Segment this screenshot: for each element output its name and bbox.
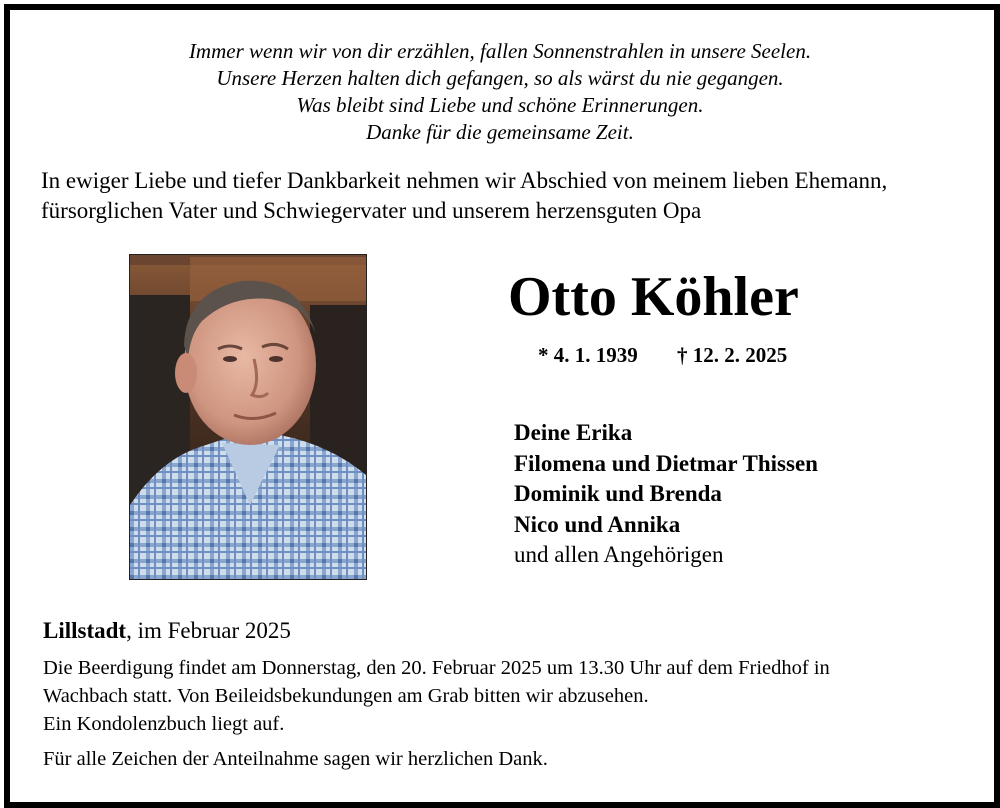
deceased-name: Otto Köhler	[508, 266, 799, 328]
details-line: Wachbach statt. Von Beileidsbekundungen am Grab bitten wir abzusehen.	[43, 685, 649, 707]
details-line: Die Beerdigung findet am Donnerstag, den 20. Februar 2025 um 13.30 Uhr auf dem Friedhof in	[43, 657, 830, 679]
poem-line: Was bleibt sind Liebe und schöne Erinnerungen.	[296, 93, 704, 117]
farewell-intro	[41, 166, 971, 226]
poem-line: Immer wenn wir von dir erzählen, fallen Sonnenstrahlen in unsere Seelen.	[188, 39, 812, 63]
place-town: Lillstadt	[43, 618, 127, 643]
mourner: Deine Erika	[514, 420, 633, 445]
mourner: Filomena und Dietmar Thissen	[514, 450, 818, 476]
intro-line: fürsorglichen Vater und Schwiegervater und unserem herzensguten Opa	[41, 198, 702, 223]
memorial-poem	[0, 38, 1000, 146]
thanks-line: Für alle Zeichen der Anteilnahme sagen wir herzlichen Dank.	[43, 748, 548, 770]
mourner: Nico und Annika	[514, 511, 681, 537]
mourner: Dominik und Brenda	[514, 481, 722, 506]
details-line: Ein Kondolenzbuch liegt auf.	[43, 713, 285, 735]
poem-line: Danke für die gemeinsame Zeit.	[366, 120, 634, 144]
mourners-list	[514, 418, 818, 571]
portrait-photo	[129, 254, 367, 580]
intro-line: In ewiger Liebe und tiefer Dankbarkeit nehmen wir Abschied von meinem lieben Ehemann,	[41, 168, 888, 193]
place-date-line	[43, 616, 291, 646]
birth-date: * 4. 1. 1939	[538, 343, 638, 367]
life-dates	[538, 341, 787, 369]
place-date: , im Februar 2025	[126, 618, 291, 643]
mourner: und allen Angehörigen	[514, 542, 724, 567]
poem-line: Unsere Herzen halten dich gefangen, so als wärst du nie gegangen.	[216, 66, 784, 90]
death-date: † 12. 2. 2025	[677, 343, 788, 367]
funeral-details	[43, 654, 973, 738]
